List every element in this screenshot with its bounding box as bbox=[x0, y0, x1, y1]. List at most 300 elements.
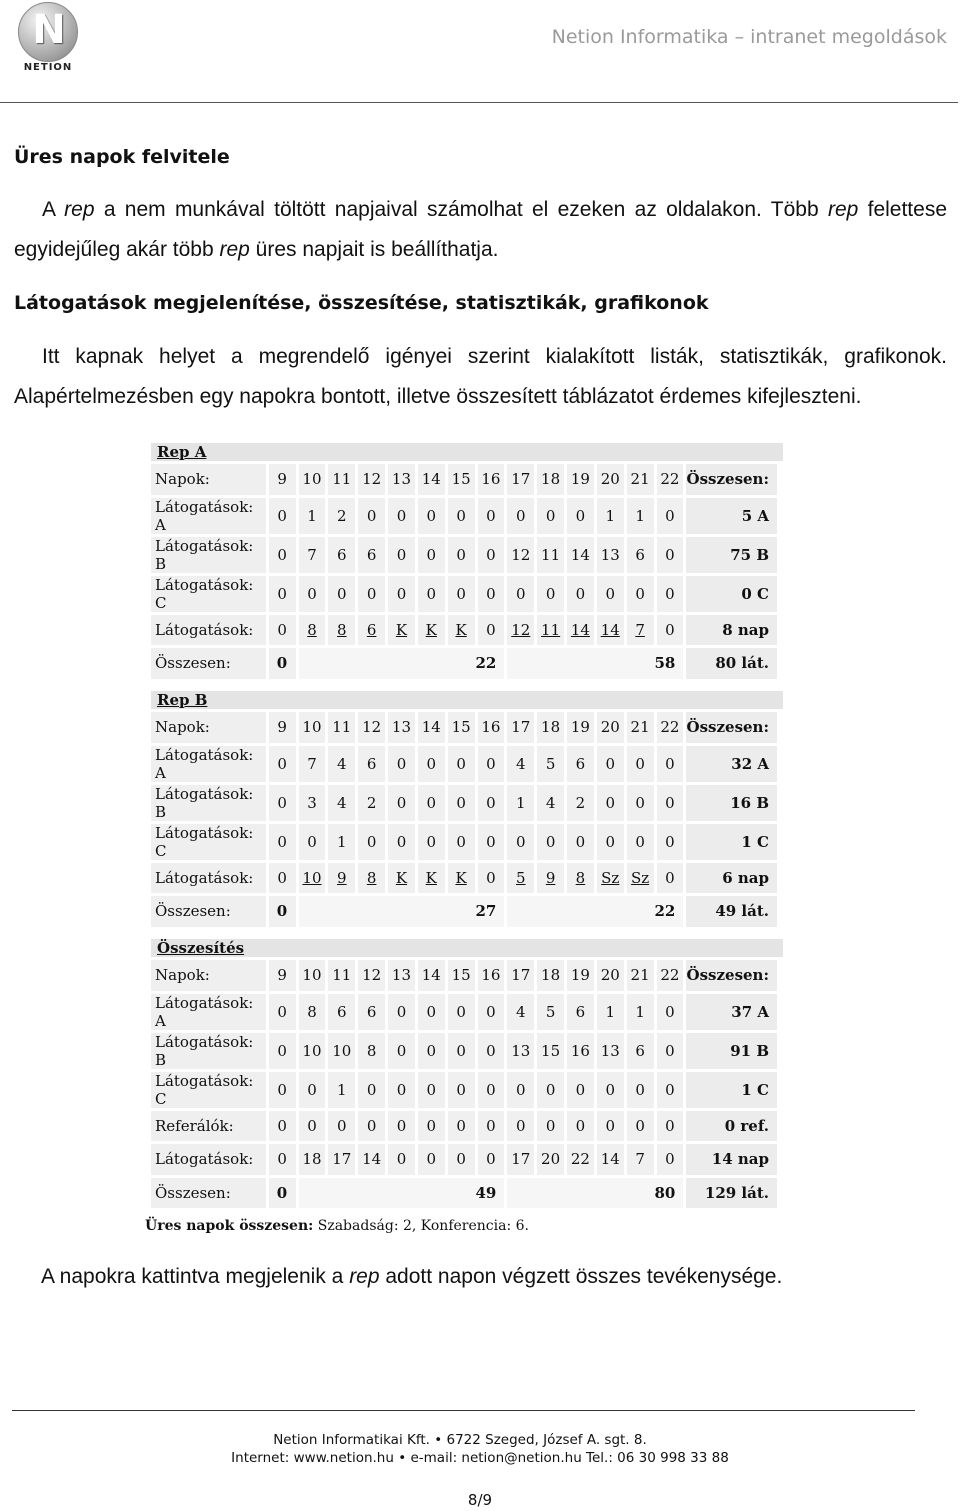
table-cell: 0 bbox=[418, 537, 445, 573]
para-text: Itt kapnak helyet a megrendelő igényei szerint kialakított listák, statisztikák, grafikonok. Alapértelmezésben egy napokra bontott, illetve összesített táblázatot érdemes kifejleszteni. bbox=[14, 345, 947, 408]
table-cell: 0 bbox=[507, 1072, 534, 1108]
table-cell: 2 bbox=[358, 785, 385, 821]
para-rep-term: rep bbox=[827, 198, 859, 221]
header-divider bbox=[0, 102, 958, 103]
table-cell: 0 bbox=[567, 824, 594, 860]
day-header-cell: 17 bbox=[507, 464, 534, 495]
table-cell: 0 bbox=[627, 746, 654, 782]
day-header-cell: 21 bbox=[627, 960, 654, 991]
table-cell: 0 bbox=[448, 746, 475, 782]
table-cell: 0 bbox=[299, 824, 326, 860]
closing-sentence bbox=[41, 1265, 782, 1289]
day-header-cell: 17 bbox=[507, 712, 534, 743]
table-cell: 11 bbox=[537, 537, 564, 573]
table-cell: 0 bbox=[597, 824, 624, 860]
table-cell: 0 bbox=[478, 537, 505, 573]
table-cell: 0 bbox=[358, 1072, 385, 1108]
summary-label: Üres napok összesen: bbox=[145, 1218, 314, 1234]
table-cell: 0 bbox=[328, 576, 355, 612]
day-header-cell: 10 bbox=[299, 464, 326, 495]
table-row bbox=[151, 1111, 777, 1142]
row-label: Látogatások: C bbox=[151, 1072, 266, 1108]
summary-value: Szabadság: 2, Konferencia: 6. bbox=[313, 1218, 529, 1234]
day-header-cell: 14 bbox=[418, 960, 445, 991]
table-cell: 16 bbox=[567, 1033, 594, 1069]
table-cell: 0 bbox=[388, 576, 415, 612]
table-cell: 17 bbox=[328, 1144, 355, 1175]
day-link-cell[interactable]: K bbox=[448, 615, 475, 646]
table-cell: 7 bbox=[299, 746, 326, 782]
day-link-cell[interactable]: 12 bbox=[507, 615, 534, 646]
day-link-cell[interactable]: K bbox=[388, 863, 415, 894]
row-label: Látogatások: A bbox=[151, 746, 266, 782]
day-header-cell: 11 bbox=[328, 960, 355, 991]
section-title-latogatasok: Látogatások megjelenítése, összesítése, statisztikák, grafikonok bbox=[14, 292, 709, 314]
day-header-cell: 21 bbox=[627, 712, 654, 743]
table-cell: 0 bbox=[478, 576, 505, 612]
table-cell: 0 bbox=[418, 1111, 445, 1142]
table-cell: 0 bbox=[657, 785, 684, 821]
table-cell: 0 bbox=[448, 785, 475, 821]
table-header-row bbox=[151, 712, 777, 743]
table-cell: 0 bbox=[269, 1111, 296, 1142]
table-cell: 0 bbox=[657, 824, 684, 860]
table-cell: 0 bbox=[597, 576, 624, 612]
day-header-cell: 10 bbox=[299, 960, 326, 991]
day-header-cell: 15 bbox=[448, 712, 475, 743]
table-cell: 0 bbox=[269, 863, 296, 894]
sum-header-cell: Összesen: bbox=[686, 712, 777, 743]
table-cell: 0 bbox=[657, 994, 684, 1030]
day-header-cell: 11 bbox=[328, 712, 355, 743]
table-cell: 0 bbox=[448, 1111, 475, 1142]
table-cell: 0 bbox=[388, 785, 415, 821]
table-row bbox=[151, 994, 777, 1030]
day-header-cell: 19 bbox=[567, 464, 594, 495]
day-header-cell: 13 bbox=[388, 960, 415, 991]
table-cell: 0 bbox=[657, 1111, 684, 1142]
table-cell: 0 bbox=[388, 1072, 415, 1108]
day-link-cell[interactable]: 9 bbox=[328, 863, 355, 894]
total-last-cell: 22 bbox=[507, 896, 683, 927]
day-header-cell: 19 bbox=[567, 960, 594, 991]
table-cell: 0 bbox=[597, 746, 624, 782]
day-header-cell: 17 bbox=[507, 960, 534, 991]
report-table bbox=[148, 461, 780, 682]
row-label: Látogatások: C bbox=[151, 576, 266, 612]
table-cell: 13 bbox=[597, 537, 624, 573]
table-cell: 13 bbox=[597, 1033, 624, 1069]
day-header-cell: 22 bbox=[657, 960, 684, 991]
table-cell: 0 bbox=[657, 615, 684, 646]
table-cell: 4 bbox=[507, 746, 534, 782]
logo-n-glyph: N bbox=[32, 7, 66, 53]
table-cell: 0 bbox=[269, 746, 296, 782]
table-cell: 0 bbox=[388, 1111, 415, 1142]
table-cell: 0 bbox=[478, 746, 505, 782]
table-cell: 0 bbox=[388, 1144, 415, 1175]
day-link-cell[interactable]: 11 bbox=[537, 615, 564, 646]
day-link-cell[interactable]: 6 bbox=[358, 615, 385, 646]
table-cell: 1 bbox=[627, 498, 654, 534]
table-cell: 14 bbox=[358, 1144, 385, 1175]
table-cell: 0 bbox=[567, 1072, 594, 1108]
table-cell: 0 bbox=[567, 1111, 594, 1142]
table-cell: 0 bbox=[537, 1111, 564, 1142]
table-cell: 0 bbox=[418, 1144, 445, 1175]
table-cell: 0 bbox=[418, 785, 445, 821]
table-cell: 3 bbox=[299, 785, 326, 821]
day-header-cell: 11 bbox=[328, 464, 355, 495]
table-cell: 4 bbox=[537, 785, 564, 821]
para-text: felettese egyidejűleg akár több bbox=[14, 198, 947, 261]
table-row bbox=[151, 498, 777, 534]
table-cell: 0 bbox=[269, 576, 296, 612]
day-link-cell[interactable]: Sz bbox=[597, 863, 624, 894]
table-cell: 0 bbox=[358, 576, 385, 612]
table-cell: 1 bbox=[627, 994, 654, 1030]
total-label: Összesen: bbox=[151, 896, 266, 927]
table-cell: 6 bbox=[328, 537, 355, 573]
table-cell: 0 bbox=[537, 824, 564, 860]
table-cell: 0 bbox=[418, 1033, 445, 1069]
table-cell: 20 bbox=[537, 1144, 564, 1175]
table-cell: 0 bbox=[269, 1072, 296, 1108]
row-sum-cell: 32 A bbox=[686, 746, 777, 782]
table-cell: 0 bbox=[299, 576, 326, 612]
total-label: Összesen: bbox=[151, 1178, 266, 1209]
table-cell: 0 bbox=[448, 1033, 475, 1069]
row-label: Napok: bbox=[151, 712, 266, 743]
table-row bbox=[151, 746, 777, 782]
table-row bbox=[151, 1144, 777, 1175]
table-cell: 0 bbox=[597, 1111, 624, 1142]
day-header-cell: 18 bbox=[537, 464, 564, 495]
table-cell: 4 bbox=[328, 785, 355, 821]
table-cell: 1 bbox=[328, 1072, 355, 1108]
table-cell: 8 bbox=[299, 994, 326, 1030]
table-cell: 0 bbox=[657, 746, 684, 782]
footer-company-line: Netion Informatikai Kft. • 6722 Szeged, József A. sgt. 8. bbox=[273, 1432, 647, 1448]
table-cell: 0 bbox=[269, 498, 296, 534]
day-header-cell: 20 bbox=[597, 960, 624, 991]
day-link-cell[interactable]: 8 bbox=[358, 863, 385, 894]
table-cell: 0 bbox=[478, 498, 505, 534]
para-text: üres napjait is beállíthatja. bbox=[249, 238, 499, 261]
table-cell: 0 bbox=[597, 1072, 624, 1108]
table-cell: 2 bbox=[567, 785, 594, 821]
table-cell: 6 bbox=[567, 746, 594, 782]
row-sum-cell: 91 B bbox=[686, 1033, 777, 1069]
table-cell: 0 bbox=[567, 498, 594, 534]
total-first-cell: 0 bbox=[269, 896, 296, 927]
table-cell: 0 bbox=[657, 537, 684, 573]
row-label: Látogatások: B bbox=[151, 537, 266, 573]
table-cell: 0 bbox=[627, 1111, 654, 1142]
table-cell: 0 bbox=[478, 1072, 505, 1108]
footer-divider bbox=[12, 1410, 915, 1411]
total-mid-cell: 27 bbox=[299, 896, 505, 927]
day-link-cell[interactable]: K bbox=[418, 615, 445, 646]
row-label: Napok: bbox=[151, 464, 266, 495]
table-cell: 1 bbox=[328, 824, 355, 860]
table-cell: 10 bbox=[299, 1033, 326, 1069]
table-cell: 10 bbox=[328, 1033, 355, 1069]
table-cell: 0 bbox=[537, 498, 564, 534]
table-cell: 0 bbox=[269, 1033, 296, 1069]
row-label: Napok: bbox=[151, 960, 266, 991]
table-cell: 14 bbox=[567, 537, 594, 573]
day-header-cell: 16 bbox=[478, 464, 505, 495]
day-header-cell: 14 bbox=[418, 712, 445, 743]
closing-text: adott napon végzett összes tevékenysége. bbox=[379, 1265, 783, 1288]
report-table-block bbox=[151, 939, 783, 1211]
row-label: Látogatások: bbox=[151, 863, 266, 894]
table-cell: 0 bbox=[448, 498, 475, 534]
day-link-cell[interactable]: 8 bbox=[567, 863, 594, 894]
day-link-cell[interactable]: 10 bbox=[299, 863, 326, 894]
table-cell: 22 bbox=[567, 1144, 594, 1175]
report-table bbox=[148, 957, 780, 1211]
table-cell: 0 bbox=[507, 1111, 534, 1142]
table-cell: 0 bbox=[537, 1072, 564, 1108]
total-label: Összesen: bbox=[151, 648, 266, 679]
table-cell: 2 bbox=[328, 498, 355, 534]
report-table-title[interactable]: Rep A bbox=[151, 443, 783, 461]
grand-total-cell: 49 lát. bbox=[686, 896, 777, 927]
row-sum-cell: 0 ref. bbox=[686, 1111, 777, 1142]
table-cell: 0 bbox=[269, 615, 296, 646]
table-cell: 0 bbox=[269, 785, 296, 821]
para-rep-term: rep bbox=[219, 238, 250, 261]
table-cell: 0 bbox=[478, 1144, 505, 1175]
table-cell: 0 bbox=[448, 1072, 475, 1108]
table-cell: 8 bbox=[358, 1033, 385, 1069]
table-cell: 0 bbox=[478, 824, 505, 860]
day-link-cell[interactable]: K bbox=[448, 863, 475, 894]
table-cell: 0 bbox=[507, 824, 534, 860]
table-cell: 0 bbox=[657, 576, 684, 612]
table-cell: 0 bbox=[448, 824, 475, 860]
table-cell: 0 bbox=[537, 576, 564, 612]
total-last-cell: 58 bbox=[507, 648, 683, 679]
para-rep-term: rep bbox=[64, 198, 95, 221]
footer-contact-line: Internet: www.netion.hu • e-mail: netion@netion.hu Tel.: 06 30 998 33 88 bbox=[231, 1450, 729, 1466]
table-cell: 0 bbox=[657, 1072, 684, 1108]
grand-total-cell: 80 lát. bbox=[686, 648, 777, 679]
table-cell: 6 bbox=[358, 537, 385, 573]
closing-text: A napokra kattintva megjelenik a bbox=[41, 1265, 350, 1288]
table-cell: 0 bbox=[388, 498, 415, 534]
day-header-cell: 19 bbox=[567, 712, 594, 743]
report-table-title[interactable]: Összesítés bbox=[151, 939, 783, 957]
table-cell: 0 bbox=[269, 824, 296, 860]
table-cell: 0 bbox=[388, 1033, 415, 1069]
report-table-block bbox=[151, 691, 783, 930]
report-table-title[interactable]: Rep B bbox=[151, 691, 783, 709]
table-cell: 0 bbox=[328, 1111, 355, 1142]
row-label: Látogatások: B bbox=[151, 785, 266, 821]
day-header-cell: 12 bbox=[358, 712, 385, 743]
total-first-cell: 0 bbox=[269, 1178, 296, 1209]
table-cell: 14 bbox=[597, 1144, 624, 1175]
day-header-cell: 9 bbox=[269, 464, 296, 495]
table-cell: 0 bbox=[657, 498, 684, 534]
table-cell: 1 bbox=[597, 498, 624, 534]
total-row bbox=[151, 896, 777, 927]
day-link-cell[interactable]: 9 bbox=[537, 863, 564, 894]
table-cell: 0 bbox=[507, 498, 534, 534]
row-sum-cell: 37 A bbox=[686, 994, 777, 1030]
logo-emblem bbox=[18, 2, 78, 62]
table-cell: 0 bbox=[269, 1144, 296, 1175]
table-cell: 12 bbox=[507, 537, 534, 573]
para-text: A bbox=[42, 198, 65, 221]
day-link-cell[interactable]: 14 bbox=[597, 615, 624, 646]
table-cell: 0 bbox=[418, 576, 445, 612]
table-cell: 0 bbox=[657, 1144, 684, 1175]
day-link-cell[interactable]: 14 bbox=[567, 615, 594, 646]
closing-rep-term: rep bbox=[349, 1265, 380, 1288]
total-last-cell: 80 bbox=[507, 1178, 683, 1209]
total-first-cell: 0 bbox=[269, 648, 296, 679]
table-cell: 0 bbox=[627, 824, 654, 860]
table-cell: 0 bbox=[418, 1072, 445, 1108]
table-cell: 0 bbox=[448, 994, 475, 1030]
para-text: a nem munkával töltött napjaival számolhat el ezeken az oldalakon. Több bbox=[94, 198, 828, 221]
day-link-cell[interactable]: 8 bbox=[328, 615, 355, 646]
day-header-cell: 9 bbox=[269, 960, 296, 991]
day-header-cell: 21 bbox=[627, 464, 654, 495]
row-sum-cell: 14 nap bbox=[686, 1144, 777, 1175]
day-header-cell: 10 bbox=[299, 712, 326, 743]
row-sum-cell: 8 nap bbox=[686, 615, 777, 646]
table-cell: 1 bbox=[507, 785, 534, 821]
day-header-cell: 20 bbox=[597, 464, 624, 495]
table-cell: 0 bbox=[627, 1072, 654, 1108]
day-link-cell[interactable]: 8 bbox=[299, 615, 326, 646]
table-cell: 6 bbox=[567, 994, 594, 1030]
total-mid-cell: 49 bbox=[299, 1178, 505, 1209]
table-row bbox=[151, 824, 777, 860]
report-table-block bbox=[151, 443, 783, 682]
table-cell: 0 bbox=[507, 576, 534, 612]
row-label: Referálók: bbox=[151, 1111, 266, 1142]
row-sum-cell: 5 A bbox=[686, 498, 777, 534]
table-cell: 0 bbox=[299, 1111, 326, 1142]
table-row bbox=[151, 1033, 777, 1069]
header-tagline: Netion Informatika – intranet megoldások bbox=[551, 26, 947, 48]
day-header-cell: 16 bbox=[478, 960, 505, 991]
total-mid-cell: 22 bbox=[299, 648, 505, 679]
table-cell: 0 bbox=[597, 785, 624, 821]
day-header-cell: 22 bbox=[657, 464, 684, 495]
day-header-cell: 13 bbox=[388, 464, 415, 495]
table-cell: 5 bbox=[537, 994, 564, 1030]
page-number: 8/9 bbox=[467, 1491, 493, 1509]
table-cell: 0 bbox=[478, 863, 505, 894]
table-cell: 17 bbox=[507, 1144, 534, 1175]
day-header-cell: 16 bbox=[478, 712, 505, 743]
table-cell: 0 bbox=[657, 1033, 684, 1069]
row-label: Látogatások: bbox=[151, 1144, 266, 1175]
day-header-cell: 15 bbox=[448, 464, 475, 495]
table-cell: 0 bbox=[358, 824, 385, 860]
day-link-cell[interactable]: K bbox=[388, 615, 415, 646]
table-cell: 0 bbox=[448, 576, 475, 612]
table-cell: 0 bbox=[478, 615, 505, 646]
day-header-cell: 13 bbox=[388, 712, 415, 743]
day-header-cell: 18 bbox=[537, 960, 564, 991]
table-cell: 0 bbox=[478, 994, 505, 1030]
day-header-cell: 14 bbox=[418, 464, 445, 495]
row-sum-cell: 0 C bbox=[686, 576, 777, 612]
day-link-cell[interactable]: K bbox=[418, 863, 445, 894]
table-cell: 13 bbox=[507, 1033, 534, 1069]
table-cell: 18 bbox=[299, 1144, 326, 1175]
row-sum-cell: 1 C bbox=[686, 824, 777, 860]
table-cell: 0 bbox=[418, 824, 445, 860]
grand-total-cell: 129 lát. bbox=[686, 1178, 777, 1209]
sum-header-cell: Összesen: bbox=[686, 960, 777, 991]
day-link-cell[interactable]: 5 bbox=[507, 863, 534, 894]
total-row bbox=[151, 1178, 777, 1209]
section2-paragraph bbox=[14, 337, 947, 417]
table-row bbox=[151, 785, 777, 821]
day-header-cell: 22 bbox=[657, 712, 684, 743]
table-cell: 0 bbox=[478, 1033, 505, 1069]
table-cell: 6 bbox=[358, 994, 385, 1030]
table-cell: 6 bbox=[627, 537, 654, 573]
day-header-cell: 12 bbox=[358, 464, 385, 495]
table-cell: 0 bbox=[358, 1111, 385, 1142]
table-cell: 0 bbox=[478, 1111, 505, 1142]
table-cell: 0 bbox=[418, 994, 445, 1030]
table-cell: 6 bbox=[627, 1033, 654, 1069]
table-cell: 0 bbox=[269, 994, 296, 1030]
table-cell: 0 bbox=[269, 537, 296, 573]
total-row bbox=[151, 648, 777, 679]
table-cell: 0 bbox=[299, 1072, 326, 1108]
day-link-cell[interactable]: Sz bbox=[627, 863, 654, 894]
table-cell: 5 bbox=[537, 746, 564, 782]
netion-logo bbox=[12, 2, 84, 76]
table-cell: 6 bbox=[358, 746, 385, 782]
row-sum-cell: 6 nap bbox=[686, 863, 777, 894]
table-cell: 0 bbox=[388, 537, 415, 573]
table-cell: 4 bbox=[328, 746, 355, 782]
day-header-cell: 20 bbox=[597, 712, 624, 743]
table-row bbox=[151, 1072, 777, 1108]
row-sum-cell: 1 C bbox=[686, 1072, 777, 1108]
table-cell: 1 bbox=[597, 994, 624, 1030]
table-cell: 6 bbox=[328, 994, 355, 1030]
table-cell: 0 bbox=[448, 1144, 475, 1175]
table-cell: 0 bbox=[448, 537, 475, 573]
day-link-cell[interactable]: 7 bbox=[627, 615, 654, 646]
table-cell: 0 bbox=[627, 576, 654, 612]
table-cell: 0 bbox=[388, 994, 415, 1030]
table-cell: 1 bbox=[299, 498, 326, 534]
day-header-cell: 18 bbox=[537, 712, 564, 743]
row-label: Látogatások: B bbox=[151, 1033, 266, 1069]
row-label: Látogatások: A bbox=[151, 994, 266, 1030]
day-header-cell: 12 bbox=[358, 960, 385, 991]
empty-days-summary bbox=[145, 1218, 529, 1234]
table-cell: 4 bbox=[507, 994, 534, 1030]
row-sum-cell: 16 B bbox=[686, 785, 777, 821]
table-cell: 0 bbox=[657, 863, 684, 894]
